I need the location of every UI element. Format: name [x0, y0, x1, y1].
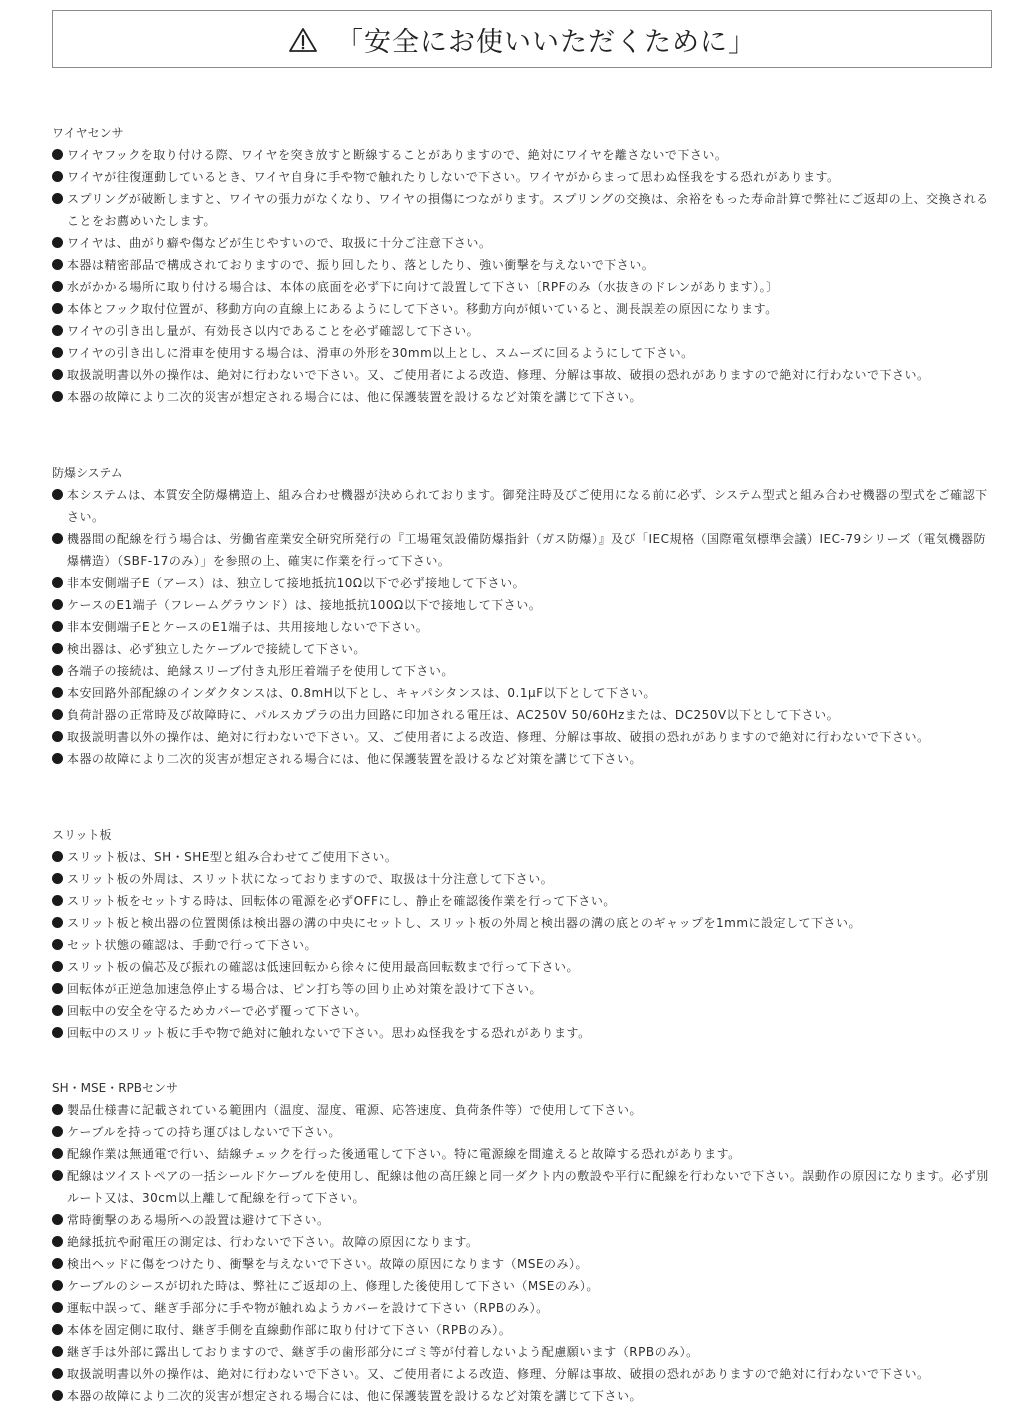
section-wire-sensor [52, 122, 997, 408]
item-text: 負荷計器の正常時及び故障時に、パルスカプラの出力回路に印加される電圧は、AC250V 50/60Hzまたは、DC250V以下として下さい。 [67, 708, 840, 722]
item-text: 回転中のスリット板に手や物で絶対に触れないで下さい。思わぬ怪我をする恐れがあります。 [67, 1026, 591, 1040]
item-text: 製品仕様書に記載されている範囲内（温度、湿度、電源、応答速度、負荷条件等）で使用して下さい。 [67, 1103, 643, 1117]
item-text: 取扱説明書以外の操作は、絶対に行わないで下さい。又、ご使用者による改造、修理、分解は事故、破損の恐れがありますので絶対に行わないで下さい。 [67, 1367, 930, 1381]
list-item [52, 748, 997, 770]
list-item [52, 364, 997, 386]
bullet-dot [52, 1324, 63, 1335]
section-explosion-proof-system [52, 462, 997, 770]
bullet-dot [52, 171, 63, 182]
bullet-dot [52, 873, 63, 884]
list-item [52, 1231, 997, 1253]
list-item [52, 846, 997, 868]
list-item [52, 616, 997, 638]
item-text: 絶縁抵抗や耐電圧の測定は、行わないで下さい。故障の原因になります。 [67, 1235, 479, 1249]
section-heading: 防爆システム [52, 466, 123, 480]
bullet-dot [52, 753, 63, 764]
list-item [52, 1275, 997, 1297]
list-item [52, 232, 997, 254]
bullet-dot [52, 303, 63, 314]
bullet-dot [52, 259, 63, 270]
bullet-dot [52, 983, 63, 994]
bullet-dot [52, 369, 63, 380]
list-item [52, 1143, 997, 1165]
item-text: 本器は精密部品で構成されておりますので、振り回したり、落としたり、強い衝撃を与えないで下さい。 [67, 258, 655, 272]
item-text: スリット板と検出器の位置関係は検出器の溝の中央にセットし、スリット板の外周と検出器の溝の底とのギャップを1mmに設定して下さい。 [67, 916, 862, 930]
caution-list [52, 1099, 997, 1407]
bullet-dot [52, 1027, 63, 1038]
bullet-dot [52, 1390, 63, 1401]
bullet-dot [52, 687, 63, 698]
bullet-dot [52, 489, 63, 500]
item-text: ケーブルのシースが切れた時は、弊社にご返却の上、修理した後使用して下さい（MSEのみ）。 [67, 1279, 599, 1293]
list-item [52, 1000, 997, 1022]
bullet-dot [52, 1368, 63, 1379]
item-text: スリット板は、SH・SHE型と組み合わせてご使用下さい。 [67, 850, 398, 864]
title-box [52, 10, 992, 68]
list-item [52, 660, 997, 682]
bullet-dot [52, 347, 63, 358]
item-text: 本システムは、本質安全防爆構造上、組み合わせ機器が決められております。御発注時及びご使用になる前に必ず、システム型式と組み合わせ機器の型式をご確認下さい。 [67, 488, 988, 524]
list-item [52, 1022, 997, 1044]
item-text: 配線はツイストペアの一括シールドケーブルを使用し、配線は他の高圧線と同一ダクト内の敷設や平行に配線を行わないで下さい。誤動作の原因になります。必ず別ルート又は、30cm以上離して配線を行って下さい。 [67, 1169, 989, 1205]
list-item [52, 704, 997, 726]
bullet-dot [52, 1005, 63, 1016]
list-item [52, 320, 997, 342]
bullet-dot [52, 1148, 63, 1159]
list-item [52, 956, 997, 978]
bullet-dot [52, 1126, 63, 1137]
bullet-dot [52, 731, 63, 742]
item-text: ワイヤが往復運動しているとき、ワイヤ自身に手や物で触れたりしないで下さい。ワイヤがからまって思わぬ怪我をする恐れがあります。 [67, 170, 840, 184]
list-item [52, 912, 997, 934]
item-text: 本安回路外部配線のインダクタンスは、0.8mH以下とし、キャパシタンスは、0.1μF以下として下さい。 [67, 686, 657, 700]
item-text: ケースのE1端子（フレームグラウンド）は、接地抵抗100Ω以下で接地して下さい。 [67, 598, 542, 612]
item-text: スリット板をセットする時は、回転体の電源を必ずOFFにし、静止を確認後作業を行って下さい。 [67, 894, 616, 908]
item-text: ワイヤの引き出しに滑車を使用する場合は、滑車の外形を30mm以上とし、スムーズに回るようにして下さい。 [67, 346, 694, 360]
item-text: 検出器は、必ず独立したケーブルで接続して下さい。 [67, 642, 366, 656]
item-text: ケーブルを持っての持ち運びはしないで下さい。 [67, 1125, 341, 1139]
bullet-dot [52, 961, 63, 972]
bullet-dot [52, 939, 63, 950]
list-item [52, 1297, 997, 1319]
item-text: 回転体が正逆急加速急停止する場合は、ピン打ち等の回り止め対策を設けて下さい。 [67, 982, 543, 996]
item-text: セット状態の確認は、手動で行って下さい。 [67, 938, 318, 952]
item-text: 非本安側端子E（アース）は、独立して接地抵抗10Ω以下で必ず接地して下さい。 [67, 576, 526, 590]
item-text: ワイヤは、曲がり癖や傷などが生じやすいので、取扱に十分ご注意下さい。 [67, 236, 492, 250]
item-text: 非本安側端子EとケースのE1端子は、共用接地しないで下さい。 [67, 620, 429, 634]
bullet-dot [52, 1346, 63, 1357]
caution-list [52, 846, 997, 1044]
bullet-dot [52, 391, 63, 402]
bullet-dot [52, 1236, 63, 1247]
warning-triangle-icon [288, 27, 318, 53]
list-item [52, 1363, 997, 1385]
list-item [52, 144, 997, 166]
list-item [52, 682, 997, 704]
section-heading: ワイヤセンサ [52, 126, 124, 140]
item-text: 配線作業は無通電で行い、結線チェックを行った後通電して下さい。特に電源線を間違えると故障する恐れがあります。 [67, 1147, 741, 1161]
list-item [52, 1209, 997, 1231]
list-item [52, 726, 997, 748]
bullet-dot [52, 1104, 63, 1115]
list-item [52, 934, 997, 956]
item-text: 運転中誤って、継ぎ手部分に手や物が触れぬようカバーを設けて下さい（RPBのみ）。 [67, 1301, 549, 1315]
list-item [52, 572, 997, 594]
bullet-dot [52, 895, 63, 906]
bullet-dot [52, 1280, 63, 1291]
list-item [52, 978, 997, 1000]
item-text: ワイヤフックを取り付ける際、ワイヤを突き放すと断線することがありますので、絶対にワイヤを離さないで下さい。 [67, 148, 728, 162]
list-item [52, 484, 997, 528]
title-row [288, 20, 756, 59]
section-heading: スリット板 [52, 828, 112, 842]
list-item [52, 868, 997, 890]
bullet-dot [52, 1170, 63, 1181]
list-item [52, 594, 997, 616]
list-item [52, 342, 997, 364]
list-item [52, 638, 997, 660]
item-text: 本体とフック取付位置が、移動方向の直線上にあるようにして下さい。移動方向が傾いていると、測長誤差の原因になります。 [67, 302, 778, 316]
bullet-dot [52, 1214, 63, 1225]
item-text: 本器の故障により二次的災害が想定される場合には、他に保護装置を設けるなど対策を講じて下さい。 [67, 1389, 643, 1403]
list-item [52, 1165, 997, 1209]
list-item [52, 386, 997, 408]
item-text: スリット板の外周は、スリット状になっておりますので、取扱は十分注意して下さい。 [67, 872, 554, 886]
list-item [52, 890, 997, 912]
section-slit-plate [52, 824, 997, 1044]
item-text: 水がかかる場所に取り付ける場合は、本体の底面を必ず下に向けて設置して下さい〔RPFのみ（水抜きのドレンがあります）。〕 [67, 280, 779, 294]
item-text: 本体を固定側に取付、継ぎ手側を直線動作部に取り付けて下さい（RPBのみ）。 [67, 1323, 512, 1337]
list-item [52, 166, 997, 188]
bullet-dot [52, 325, 63, 336]
caution-list [52, 484, 997, 770]
list-item [52, 254, 997, 276]
item-text: 常時衝撃のある場所への設置は避けて下さい。 [67, 1213, 330, 1227]
list-item [52, 1385, 997, 1407]
item-text: 機器間の配線を行う場合は、労働省産業安全研究所発行の『工場電気設備防爆指針（ガス防爆）』及び「IEC規格（国際電気標準会議）IEC-79シリーズ（電気機器防爆構造）（SBF-17のみ）」を参照の上、確実に作業を行って下さい。 [67, 532, 987, 568]
item-text: 検出ヘッドに傷をつけたり、衝撃を与えないで下さい。故障の原因になります（MSEのみ）。 [67, 1257, 589, 1271]
bullet-dot [52, 851, 63, 862]
list-item [52, 1121, 997, 1143]
bullet-dot [52, 621, 63, 632]
bullet-dot [52, 917, 63, 928]
bullet-dot [52, 1258, 63, 1269]
list-item [52, 1253, 997, 1275]
bullet-dot [52, 193, 63, 204]
item-text: 各端子の接続は、絶縁スリーブ付き丸形圧着端子を使用して下さい。 [67, 664, 454, 678]
bullet-dot [52, 533, 63, 544]
item-text: 本器の故障により二次的災害が想定される場合には、他に保護装置を設けるなど対策を講じて下さい。 [67, 752, 643, 766]
list-item [52, 276, 997, 298]
bullet-dot [52, 281, 63, 292]
list-item [52, 1319, 997, 1341]
item-text: 回転中の安全を守るためカバーで必ず覆って下さい。 [67, 1004, 368, 1018]
item-text: ワイヤの引き出し量が、有効長さ以内であることを必ず確認して下さい。 [67, 324, 480, 338]
bullet-dot [52, 149, 63, 160]
bullet-dot [52, 237, 63, 248]
list-item [52, 1099, 997, 1121]
page-title: 「安全にお使いいただくために」 [336, 26, 756, 58]
list-item [52, 1341, 997, 1363]
list-item [52, 298, 997, 320]
bullet-dot [52, 1302, 63, 1313]
bullet-dot [52, 643, 63, 654]
caution-list [52, 144, 997, 408]
bullet-dot [52, 665, 63, 676]
item-text: 継ぎ手は外部に露出しておりますので、継ぎ手の歯形部分にゴミ等が付着しないよう配慮願います（RPBのみ）。 [67, 1345, 699, 1359]
bullet-dot [52, 709, 63, 720]
item-text: 取扱説明書以外の操作は、絶対に行わないで下さい。又、ご使用者による改造、修理、分解は事故、破損の恐れがありますので絶対に行わないで下さい。 [67, 368, 930, 382]
item-text: スリット板の偏芯及び振れの確認は低速回転から徐々に使用最高回転数まで行って下さい。 [67, 960, 580, 974]
item-text: 取扱説明書以外の操作は、絶対に行わないで下さい。又、ご使用者による改造、修理、分解は事故、破損の恐れがありますので絶対に行わないで下さい。 [67, 730, 930, 744]
bullet-dot [52, 599, 63, 610]
list-item [52, 528, 997, 572]
item-text: スプリングが破断しますと、ワイヤの張力がなくなり、ワイヤの損傷につながります。スプリングの交換は、余裕をもった寿命計算で弊社にご返却の上、交換されることをお薦めいたします。 [67, 192, 989, 228]
item-text: 本器の故障により二次的災害が想定される場合には、他に保護装置を設けるなど対策を講じて下さい。 [67, 390, 643, 404]
section-sh-mse-rpb-sensor [52, 1077, 997, 1407]
list-item [52, 188, 997, 232]
bullet-dot [52, 577, 63, 588]
section-heading: SH・MSE・RPBセンサ [52, 1081, 179, 1095]
